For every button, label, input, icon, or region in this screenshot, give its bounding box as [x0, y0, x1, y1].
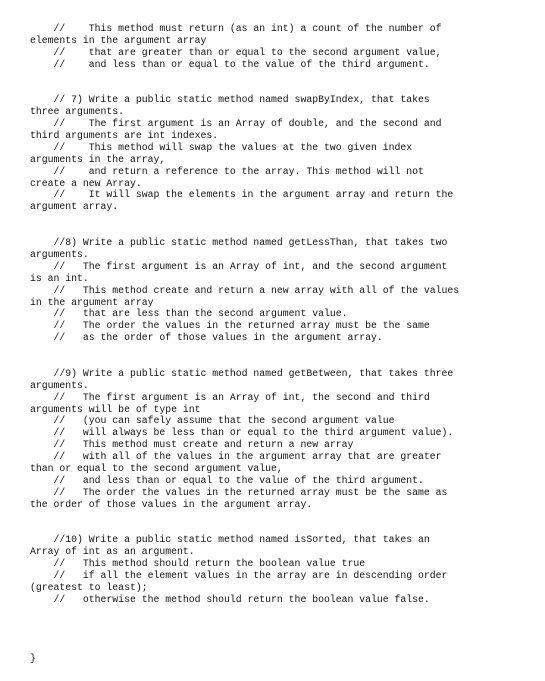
code-line: // will always be less than or equal to the third argument value).: [30, 427, 454, 439]
blank-space: [30, 511, 530, 535]
code-line: // that are less than the second argument value.: [30, 308, 348, 320]
code-line: three arguments.: [30, 106, 125, 118]
method-count-comment: [30, 23, 530, 71]
code-line: // and less than or equal to the value of the third argument.: [30, 58, 430, 70]
get-between-comment: [30, 368, 530, 511]
code-line: argument array.: [30, 201, 119, 213]
code-line: Array of int as an argument.: [30, 546, 195, 558]
code-line: //10) Write a public static method named isSorted, that takes an: [30, 534, 430, 546]
blank-space: [30, 606, 530, 654]
code-line: arguments.: [30, 379, 89, 391]
closing-brace: }: [30, 653, 36, 665]
code-line: //9) Write a public static method named getBetween, that takes three: [30, 367, 454, 379]
is-sorted-comment: [30, 534, 530, 605]
code-line: // This method create and return a new array with all of the values: [30, 284, 460, 296]
code-line: // and return a reference to the array. This method will not: [30, 165, 424, 177]
code-line: // 7) Write a public static method named swapByIndex, that takes: [30, 94, 430, 106]
code-line: // This method should return the boolean value true: [30, 558, 366, 570]
code-line: // otherwise the method should return the boolean value false.: [30, 593, 430, 605]
code-line: // and less than or equal to the value of the third argument.: [30, 474, 424, 486]
code-line: elements in the argument array: [30, 34, 207, 46]
code-line: the order of those values in the argument array.: [30, 498, 313, 510]
code-line: arguments will be of type int: [30, 403, 201, 415]
blank-space: [30, 71, 530, 95]
blank-space: [30, 213, 530, 237]
code-line: // The first argument is an Array of double, and the second and: [30, 118, 442, 130]
blank-space: [30, 344, 530, 368]
get-less-than-comment: [30, 237, 530, 344]
code-line: //8) Write a public static method named getLessThan, that takes two: [30, 237, 448, 249]
code-line: arguments.: [30, 248, 89, 260]
code-line: // This method must create and return a new array: [30, 439, 354, 451]
swap-by-index-comment: [30, 94, 530, 213]
code-line: // with all of the values in the argument array that are greater: [30, 451, 442, 463]
code-line: create a new Array.: [30, 177, 142, 189]
code-line: // The first argument is an Array of int, the second and third: [30, 391, 430, 403]
code-line: // This method will swap the values at the two given index: [30, 141, 413, 153]
code-line: // if all the element values in the array are in descending order: [30, 570, 448, 582]
code-line: // as the order of those values in the argument array.: [30, 332, 383, 344]
code-line: // This method must return (as an int) a count of the number of: [30, 23, 442, 34]
code-line: // that are greater than or equal to the second argument value,: [30, 46, 442, 58]
code-line: (greatest to least);: [30, 581, 148, 593]
code-line: in the argument array: [30, 296, 154, 308]
code-line: than or equal to the second argument value,: [30, 463, 283, 474]
code-document: [30, 23, 530, 665]
code-line: // It will swap the elements in the argument array and return the: [30, 189, 454, 201]
code-line: // The order the values in the returned array must be the same: [30, 320, 430, 332]
code-line: // The order the values in the returned array must be the same as: [30, 486, 448, 498]
code-line: // The first argument is an Array of int, and the second argument: [30, 260, 448, 272]
code-line: // (you can safely assume that the second argument value: [30, 415, 395, 427]
code-line: arguments in the array,: [30, 153, 166, 165]
code-line: is an int.: [30, 272, 89, 284]
code-line: third arguments are int indexes.: [30, 130, 219, 142]
